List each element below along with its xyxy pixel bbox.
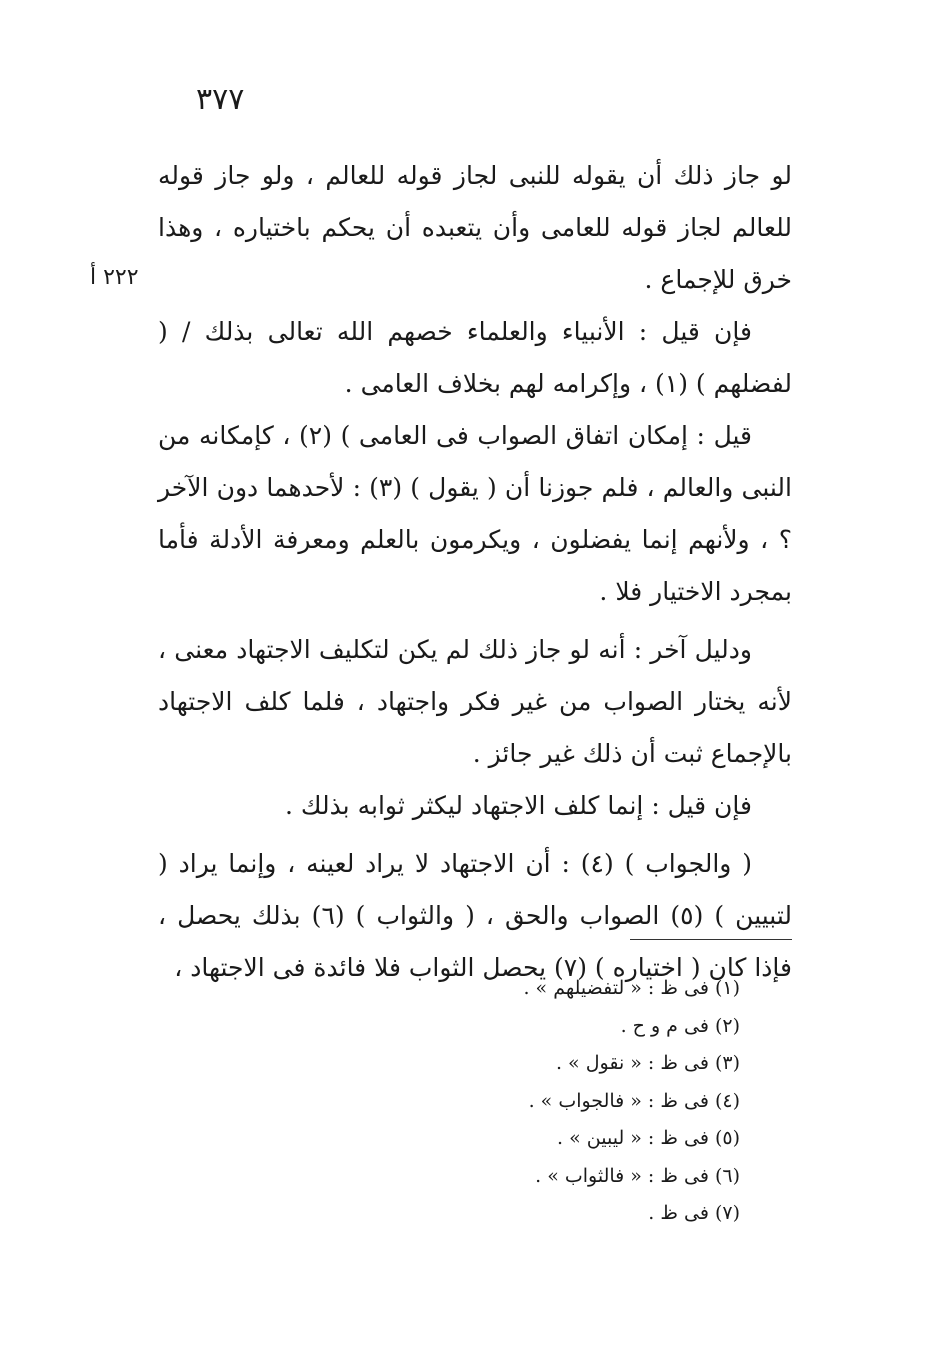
footnote: (١) فى ظ : « لتفضيلهم » . [523,977,740,999]
paragraph: فإن قيل : إنما كلف الاجتهاد ليكثر ثوابه بذلك . [284,791,752,820]
footnote: (٣) فى ظ : « نقول » . [555,1052,740,1074]
footnote: (٦) فى ظ : « فالثواب » . [535,1164,740,1187]
footnote: (٤) فى ظ : « فالجواب » . [528,1089,740,1112]
footnotes [420,970,740,1233]
paragraph: لو جاز ذلك أن يقوله للنبى لجاز قوله للعالم ، ولو جاز قوله للعالم لجاز قوله للعامى وأن يتعبده أن يحكم باختياره ، وهذا خرق للإجماع . [158,161,792,294]
footnote: (٥) فى ظ : « ليبين » . [557,1127,740,1149]
paragraph: فإن قيل : الأنبياء والعلماء خصهم الله تعالى بذلك / ( لفضلهم ) (١) ، وإكرامه لهم بخلاف العامى . [158,317,792,398]
paragraph: ودليل آخر : أنه لو جاز ذلك لم يكن لتكليف الاجتهاد معنى ، لأنه يختار الصواب من غير فكر واجتهاد ، فلما كلف الاجتهاد بالإجماع ثبت أن ذلك غير جائز . [158,635,792,768]
page-number: ٣٧٧ [196,82,245,117]
footnote-divider [630,939,792,940]
margin-note: ٢٢٢ أ [90,265,139,290]
paragraph: قيل : إمكان اتفاق الصواب فى العامى ) (٢) ، كإمكانه من النبى والعالم ، فلم جوزنا أن ( يقول ) (٣) : لأحدهما دون الآخر ؟ ، ولأنهم إنما يفضلون ، ويكرمون بالعلم ومعرفة الأدلة فأما بمجرد الاختيار فلا . [158,421,792,606]
footnote: (٢) فى م و ح . [620,1014,740,1037]
body-text [158,150,792,994]
footnote: (٧) فى ظ . [648,1202,740,1224]
paragraph: ( والجواب ) (٤) : أن الاجتهاد لا يراد لعينه ، وإنما يراد ( لتبيين ) (٥) الصواب والحق ، ( والثواب ) (٦) بذلك يحصل ، فإذا كان ( اختياره ) (٧) يحصل الثواب فلا فائدة فى الاجتهاد ، [158,849,792,982]
